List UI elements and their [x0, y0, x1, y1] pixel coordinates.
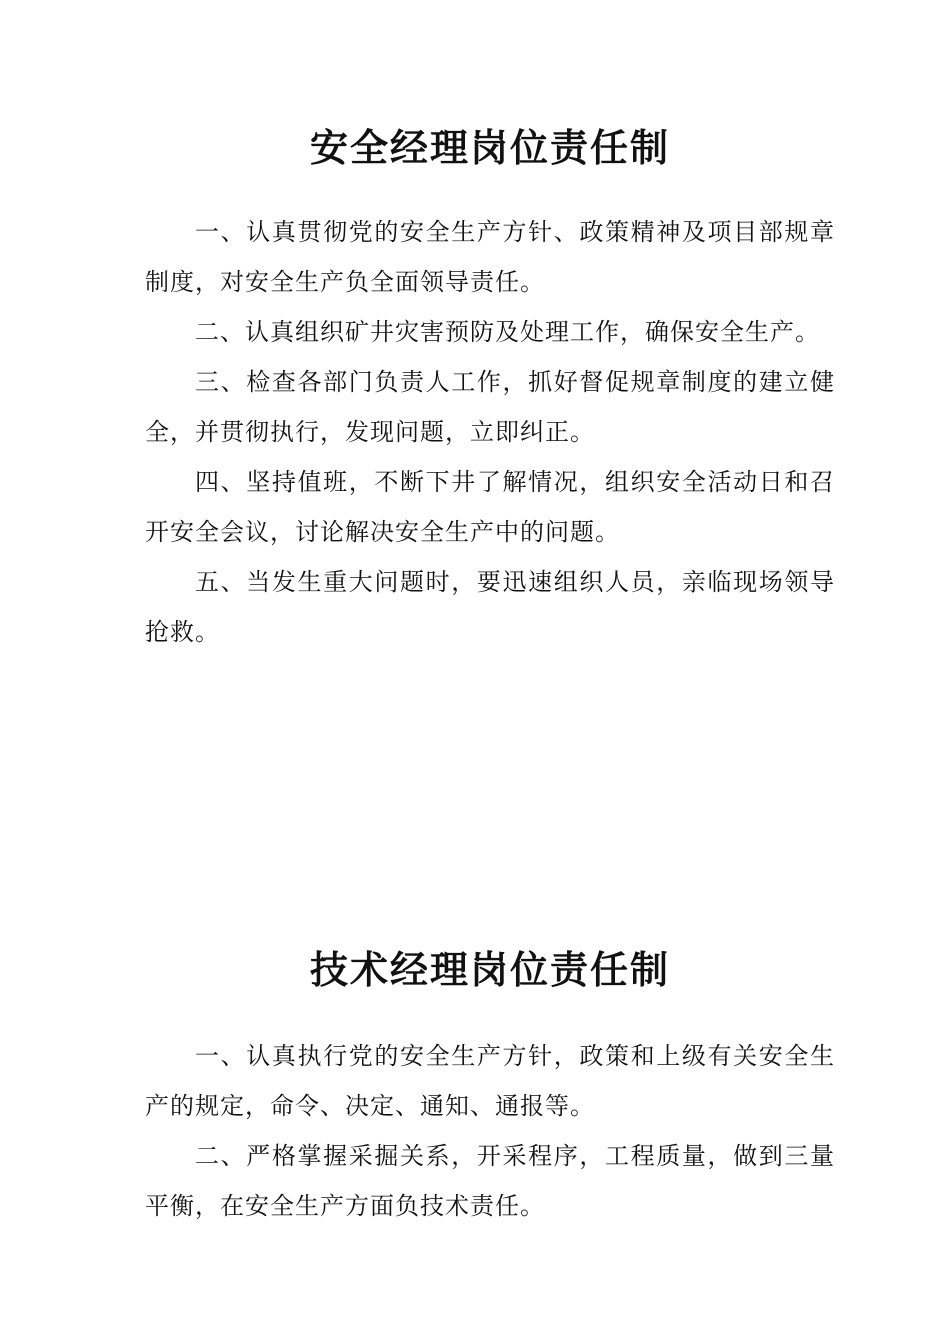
- paragraph-list: [145, 207, 835, 657]
- paragraph: 三、检查各部门负责人工作，抓好督促规章制度的建立健全，并贯彻执行，发现问题，立即纠正。: [145, 368, 835, 446]
- paragraph-list: [145, 1031, 835, 1231]
- paragraph: 五、当发生重大问题时，要迅速组织人员，亲临现场领导抢救。: [145, 568, 835, 646]
- safety-manager-section: [145, 118, 835, 657]
- technical-manager-section: [145, 940, 835, 1231]
- paragraph: 二、认真组织矿井灾害预防及处理工作，确保安全生产。: [195, 318, 820, 346]
- section-title: 安全经理岗位责任制: [309, 125, 670, 170]
- section-title: 技术经理岗位责任制: [309, 947, 670, 992]
- paragraph: 二、严格掌握采掘关系，开采程序，工程质量，做到三量平衡，在安全生产方面负技术责任。: [145, 1142, 835, 1220]
- paragraph: 一、认真贯彻党的安全生产方针、政策精神及项目部规章制度，对安全生产负全面领导责任。: [145, 218, 835, 296]
- paragraph: 四、坚持值班，不断下井了解情况，组织安全活动日和召开安全会议，讨论解决安全生产中的问题。: [145, 468, 835, 546]
- paragraph: 一、认真执行党的安全生产方针，政策和上级有关安全生产的规定，命令、决定、通知、通报等。: [145, 1042, 835, 1120]
